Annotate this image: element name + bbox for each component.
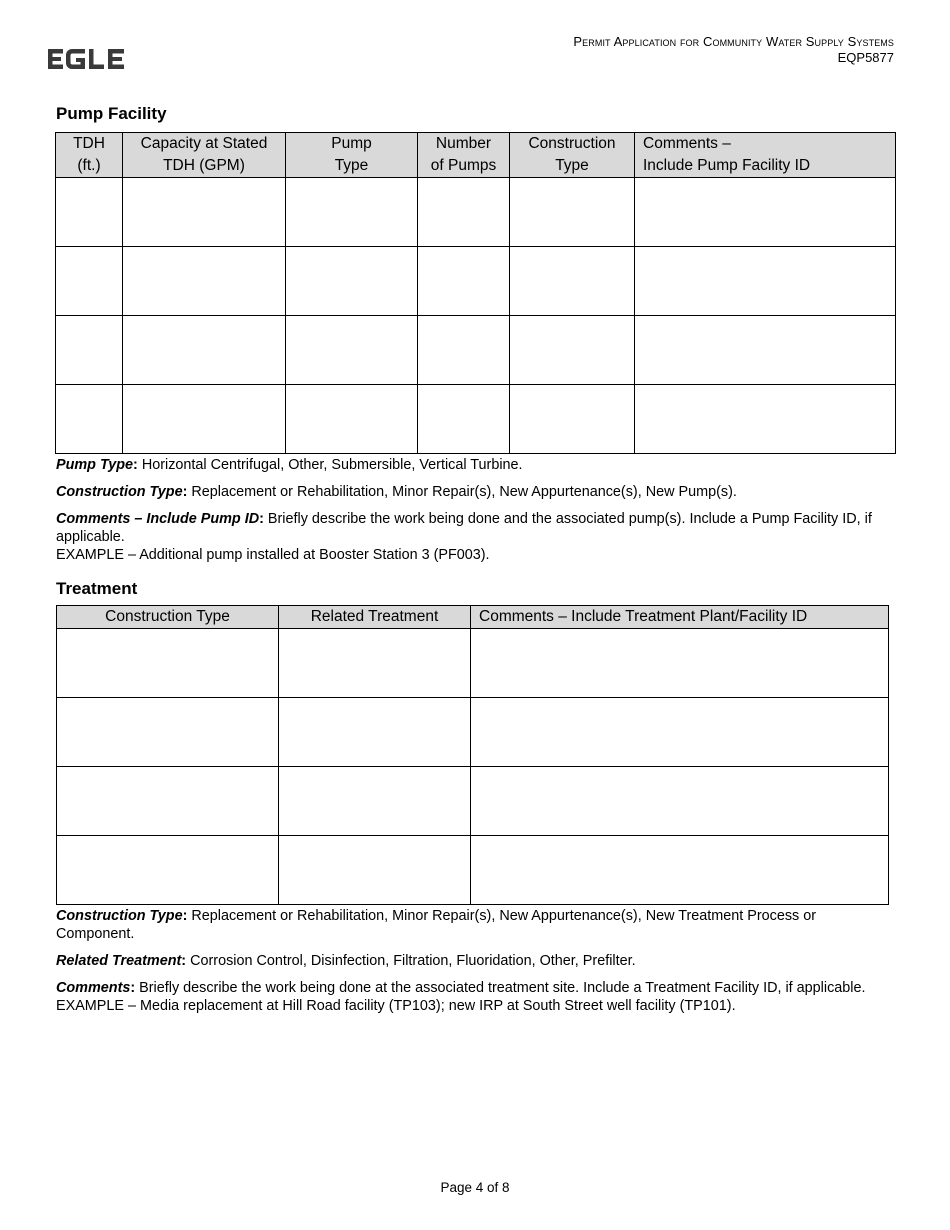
pump-facility-cell[interactable]	[286, 247, 418, 316]
pump-facility-cell[interactable]	[286, 385, 418, 454]
pump-example: EXAMPLE – Additional pump installed at Booster Station 3 (PF003).	[56, 547, 490, 563]
form-title: Permit Application for Community Water Supply Systems	[573, 34, 894, 49]
pump-facility-cell[interactable]	[56, 316, 123, 385]
treatment-row	[57, 836, 889, 905]
col-construction-type: Construction Type	[510, 133, 635, 178]
pump-facility-heading: Pump Facility	[56, 104, 167, 123]
pump-facility-cell[interactable]	[123, 316, 286, 385]
col-pump-type: Pump Type	[286, 133, 418, 178]
treatment-heading: Treatment	[56, 579, 138, 598]
pump-facility-cell[interactable]	[510, 247, 635, 316]
treatment-row	[57, 698, 889, 767]
document-header	[573, 34, 894, 66]
pump-facility-cell[interactable]	[418, 385, 510, 454]
related-treatment-note: Related Treatment: Corrosion Control, Disinfection, Filtration, Fluoridation, Other, Prefilter.	[56, 953, 636, 969]
pump-facility-table	[55, 132, 896, 454]
treatment-cell[interactable]	[279, 836, 471, 905]
pump-facility-cell[interactable]	[123, 178, 286, 247]
egle-logo	[48, 46, 128, 72]
pump-facility-row	[56, 385, 896, 454]
col-number-of-pumps: Number of Pumps	[418, 133, 510, 178]
page-number: Page 4 of 8	[440, 1180, 510, 1195]
treatment-cell[interactable]	[279, 629, 471, 698]
treatment-cell[interactable]	[471, 767, 889, 836]
pump-facility-cell[interactable]	[510, 316, 635, 385]
pump-construction-type-note: Construction Type: Replacement or Rehabilitation, Minor Repair(s), New Appurtenance(s), New Pump(s).	[56, 484, 737, 500]
pump-facility-cell[interactable]	[56, 178, 123, 247]
treatment-cell[interactable]	[57, 767, 279, 836]
col-treatment-construction-type: Construction Type	[57, 606, 279, 629]
treatment-table	[56, 605, 889, 905]
treatment-comments-note: Comments: Briefly describe the work being done at the associated treatment site. Include a Treatment Facility ID, if applicable. EXAMPLE – Media replacement at Hill Road facility (TP103); new IRP at South Street well facility (TP101).	[56, 980, 866, 1014]
pump-facility-body	[56, 178, 896, 454]
treatment-construction-type-note: Construction Type: Replacement or Rehabilitation, Minor Repair(s), New Appurtenance(s), New Treatment Process or Component.	[56, 908, 817, 942]
pump-facility-cell[interactable]	[123, 247, 286, 316]
pump-facility-row	[56, 316, 896, 385]
pump-facility-row	[56, 178, 896, 247]
pump-facility-cell[interactable]	[56, 385, 123, 454]
pump-facility-cell[interactable]	[635, 316, 896, 385]
pump-facility-cell[interactable]	[286, 316, 418, 385]
col-capacity: Capacity at Stated TDH (GPM)	[123, 133, 286, 178]
pump-facility-cell[interactable]	[56, 247, 123, 316]
treatment-cell[interactable]	[471, 836, 889, 905]
col-treatment-comments: Comments – Include Treatment Plant/Facility ID	[471, 606, 889, 629]
col-tdh: TDH (ft.)	[56, 133, 123, 178]
pump-facility-cell[interactable]	[418, 178, 510, 247]
pump-facility-cell[interactable]	[418, 247, 510, 316]
pump-facility-cell[interactable]	[510, 385, 635, 454]
treatment-example: EXAMPLE – Media replacement at Hill Road facility (TP103); new IRP at South Street well facility (TP101).	[56, 998, 736, 1014]
pump-comments-note: Comments – Include Pump ID: Briefly describe the work being done and the associated pump(s). Include a Pump Facility ID, if applicable. EXAMPLE – Additional pump installed at Booster Station 3 (PF003).	[56, 511, 872, 563]
treatment-body	[57, 629, 889, 905]
pump-facility-cell[interactable]	[510, 178, 635, 247]
pump-facility-row	[56, 247, 896, 316]
treatment-cell[interactable]	[57, 836, 279, 905]
pump-facility-cell[interactable]	[635, 178, 896, 247]
pump-facility-cell[interactable]	[418, 316, 510, 385]
col-related-treatment: Related Treatment	[279, 606, 471, 629]
pump-type-note: Pump Type: Horizontal Centrifugal, Other, Submersible, Vertical Turbine.	[56, 457, 523, 473]
pump-facility-cell[interactable]	[286, 178, 418, 247]
treatment-row	[57, 767, 889, 836]
treatment-cell[interactable]	[57, 629, 279, 698]
pump-facility-header-row	[56, 133, 896, 178]
treatment-cell[interactable]	[471, 698, 889, 767]
col-comments: Comments – Include Pump Facility ID	[635, 133, 896, 178]
treatment-cell[interactable]	[279, 767, 471, 836]
pump-facility-cell[interactable]	[123, 385, 286, 454]
treatment-row	[57, 629, 889, 698]
form-number: EQP5877	[837, 50, 894, 65]
pump-facility-cell[interactable]	[635, 385, 896, 454]
treatment-cell[interactable]	[279, 698, 471, 767]
pump-facility-cell[interactable]	[635, 247, 896, 316]
treatment-cell[interactable]	[57, 698, 279, 767]
treatment-header-row	[57, 606, 889, 629]
treatment-cell[interactable]	[471, 629, 889, 698]
